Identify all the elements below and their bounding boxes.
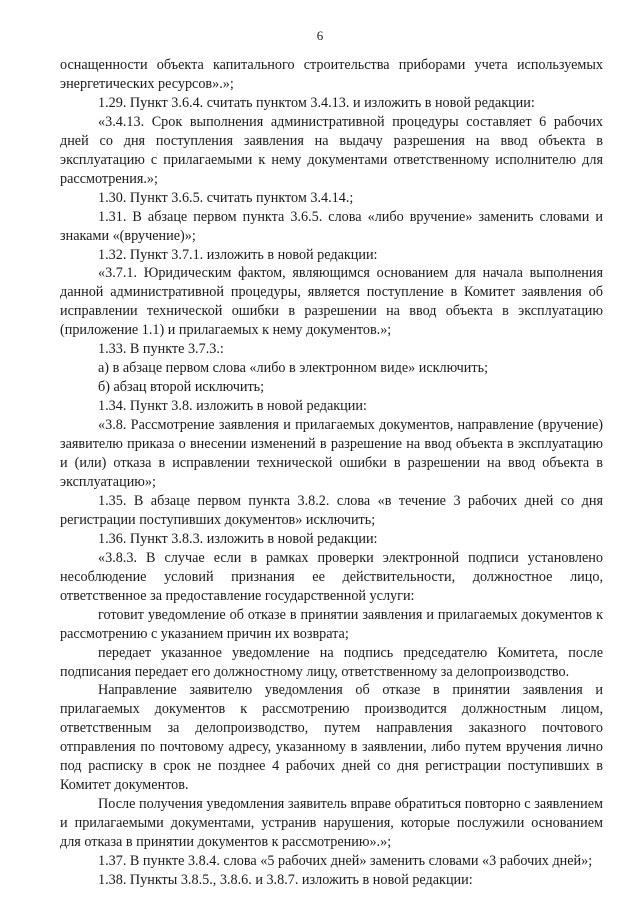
- paragraph: 1.31. В абзаце первом пункта 3.6.5. слова «либо вручение» заменить словами и знаками «(вручение)»;: [60, 208, 603, 244]
- paragraph: а) в абзаце первом слова «либо в электронном виде» исключить;: [98, 360, 489, 377]
- paragraph: Направление заявителю уведомления об отказе в принятии заявления и прилагаемых документов к рассмотрению производится должностным лицом, ответственным за делопроизводство, путем направления заказного почтового отправления по почтовому адресу, указанному в заявлении, либо путем вручения лично под расписку в срок не позднее 4 рабочих дней со дня регистрации поступивших в Комитет документов.: [60, 682, 603, 794]
- page-number: 6: [316, 28, 324, 43]
- paragraph: оснащенности объекта капитального строительства приборами учета используемых энергетических ресурсов».»;: [60, 57, 603, 92]
- paragraph: 1.37. В пункте 3.8.4. слова «5 рабочих дней» заменить словами «3 рабочих дней»;: [98, 853, 593, 870]
- paragraph: После получения уведомления заявитель вправе обратиться повторно с заявлением и прилагаемыми документами, устранив нарушения, которые послужили основанием для отказа в принятии документов к рассмотрению».»;: [60, 796, 603, 851]
- paragraph: 1.34. Пункт 3.8. изложить в новой редакции:: [98, 398, 367, 415]
- paragraph: 1.30. Пункт 3.6.5. считать пунктом 3.4.14.;: [98, 189, 354, 206]
- paragraph: «3.7.1. Юридическим фактом, являющимся основанием для начала выполнения данной административной процедуры, является поступление в Комитет заявления об исправлении технической ошибки в разрешении на ввод объекта в эксплуатацию (приложение 1.1) и прилагаемых к нему документов.»;: [60, 265, 603, 339]
- document-body: [60, 56, 603, 890]
- paragraph: 1.32. Пункт 3.7.1. изложить в новой редакции:: [98, 246, 378, 263]
- paragraph: б) абзац второй исключить;: [98, 379, 265, 396]
- paragraph: 1.35. В абзаце первом пункта 3.8.2. слова «в течение 3 рабочих дней со дня регистрации поступивших документов» исключить;: [60, 492, 603, 528]
- paragraph: 1.29. Пункт 3.6.4. считать пунктом 3.4.13. и изложить в новой редакции:: [98, 94, 535, 111]
- paragraph: «3.4.13. Срок выполнения административной процедуры составляет 6 рабочих дней со дня поступления заявления на выдачу разрешения на ввод объекта в эксплуатацию с прилагаемыми к нему документами ответственному исполнителю для рассмотрения.»;: [60, 113, 603, 187]
- paragraph: 1.38. Пункты 3.8.5., 3.8.6. и 3.8.7. изложить в новой редакции:: [98, 871, 473, 888]
- paragraph: «3.8. Рассмотрение заявления и прилагаемых документов, направление (вручение) заявителю приказа о внесении изменений в разрешение на ввод объекта в эксплуатацию и (или) отказа в исправлении технической ошибки в разрешении на ввод объекта в эксплуатацию»;: [60, 417, 603, 490]
- paragraph: 1.36. Пункт 3.8.3. изложить в новой редакции:: [98, 530, 378, 547]
- paragraph: «3.8.3. В случае если в рамках проверки электронной подписи установлено несоблюдение условий признания ее действительности, должностное лицо, ответственное за предоставление государственной услуги:: [60, 549, 603, 604]
- paragraph: 1.33. В пункте 3.7.3.:: [98, 341, 224, 358]
- paragraph: готовит уведомление об отказе в принятии заявления и прилагаемых документов к рассмотрению с указанием причин их возврата;: [60, 606, 603, 642]
- paragraph: передает указанное уведомление на подпись председателю Комитета, после подписания передает его должностному лицу, ответственному за делопроизводство.: [60, 644, 603, 680]
